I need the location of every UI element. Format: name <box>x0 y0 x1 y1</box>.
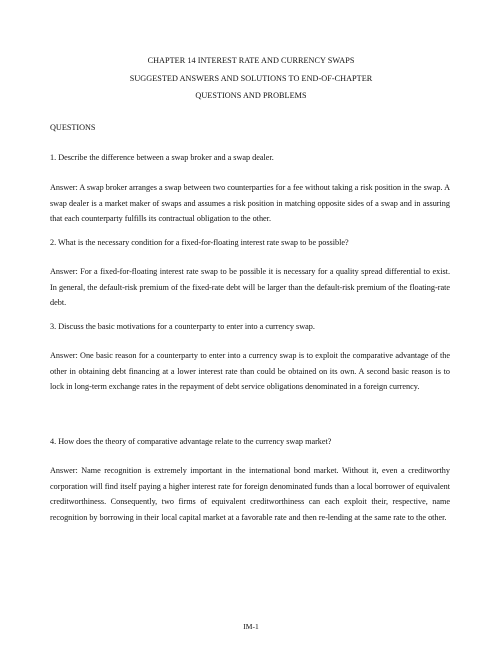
section-title: QUESTIONS <box>50 123 96 132</box>
subtitle-line-1: SUGGESTED ANSWERS AND SOLUTIONS TO END-OF-CHAPTER <box>129 74 373 83</box>
answer-1: Answer: A swap broker arranges a swap between two counterparties for a fee without taking a risk position in the swap. A swap dealer is a market maker of swaps and assumes a risk position in matching opposite sides of a swap and in assuring that each counterparty fulfills its contractual obligation to the other. <box>50 183 450 223</box>
question-1: 1. Describe the difference between a swap broker and a swap dealer. <box>50 153 274 162</box>
question-4: 4. How does the theory of comparative advantage relate to the currency swap market? <box>50 437 332 446</box>
answer-2: Answer: For a fixed-for-floating interest rate swap to be possible it is necessary for a quality spread differential to exist. In general, the default-risk premium of the fixed-rate debt will be larger than the default-risk premium of the floating-rate debt. <box>50 267 450 307</box>
subtitle-line-2: QUESTIONS AND PROBLEMS <box>195 91 307 100</box>
page-footer: IM-1 <box>243 622 259 631</box>
question-3: 3. Discuss the basic motivations for a counterparty to enter into a currency swap. <box>50 322 315 331</box>
question-2: 2. What is the necessary condition for a fixed-for-floating interest rate swap to be possible? <box>50 238 349 247</box>
answer-3: Answer: One basic reason for a counterparty to enter into a currency swap is to exploit the comparative advantage of the other in obtaining debt financing at a lower interest rate than could be obtained on its own. A second basic reason is to lock in long-term exchange rates in the repayment of debt service obligations denominated in a foreign currency. <box>50 351 450 391</box>
chapter-title: CHAPTER 14 INTEREST RATE AND CURRENCY SWAPS <box>147 56 355 65</box>
answer-4: Answer: Name recognition is extremely important in the international bond market. Without it, even a creditworthy corporation will find itself paying a higher interest rate for foreign denominated funds than a local borrower of equivalent creditworthiness. Consequently, two firms of equivalent creditworthiness can each exploit their, respective, name recognition by borrowing in their local capital market at a favorable rate and then re-lending at the same rate to the other. <box>50 466 450 522</box>
